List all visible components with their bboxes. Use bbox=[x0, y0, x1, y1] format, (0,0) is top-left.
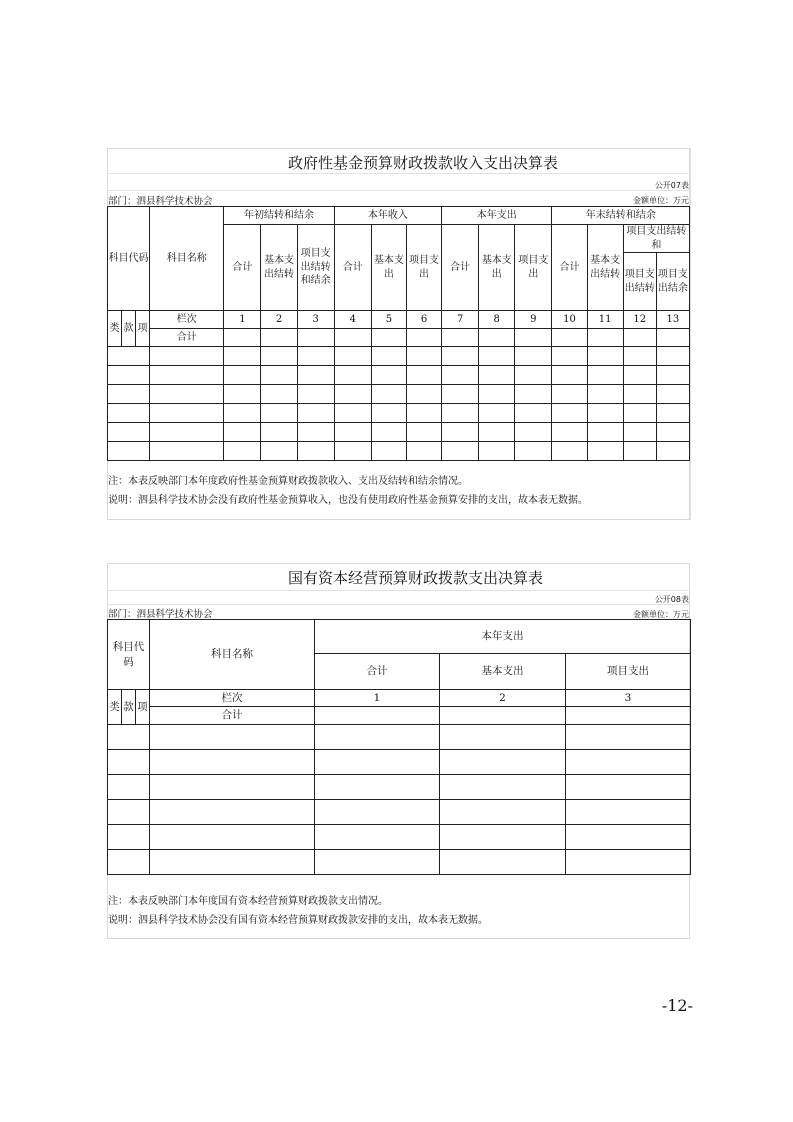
table2-description: 说明：泗县科学技术协会没有国有资本经营预算财政拨款安排的支出，故本表无数据。 bbox=[108, 915, 488, 926]
sheet-gridline bbox=[107, 190, 690, 191]
col-number: 13 bbox=[656, 311, 689, 329]
table1-unit: 金额单位：万元 bbox=[633, 196, 689, 205]
col-number: 11 bbox=[587, 311, 623, 329]
col-number: 1 bbox=[315, 690, 440, 707]
table2-grid bbox=[107, 619, 691, 875]
sheet-gridline bbox=[107, 604, 690, 605]
header-project-carry: 项目支出结转 bbox=[623, 253, 656, 311]
header-total: 合计 bbox=[334, 225, 371, 311]
row-label-total: 合计 bbox=[150, 329, 224, 347]
table1-form-number: 公开07表 bbox=[654, 181, 689, 190]
table-row bbox=[108, 423, 690, 442]
header-project-balance: 项目支出结余 bbox=[656, 253, 689, 311]
empty-cell bbox=[150, 347, 224, 366]
col-number: 1 bbox=[224, 311, 261, 329]
col-number: 9 bbox=[515, 311, 552, 329]
header-project-expenditure: 项目支出 bbox=[515, 225, 552, 311]
header-total: 合计 bbox=[224, 225, 261, 311]
sheet-gridline bbox=[690, 148, 691, 520]
header-project-expenditure: 项目支出 bbox=[566, 654, 691, 690]
header-year-expenditure: 本年支出 bbox=[315, 620, 691, 654]
page-number: -12- bbox=[661, 996, 693, 1015]
empty-cell bbox=[552, 329, 587, 347]
empty-cell bbox=[334, 329, 371, 347]
header-opening-balance: 年初结转和结余 bbox=[224, 207, 334, 225]
empty-cell bbox=[406, 329, 441, 347]
table-row bbox=[108, 385, 690, 404]
empty-cell bbox=[261, 329, 297, 347]
empty-cell bbox=[587, 329, 623, 347]
header-basic-carry: 基本支出结转 bbox=[587, 225, 623, 311]
row-label-lanci: 栏次 bbox=[150, 311, 224, 329]
header-code: 科目代码 bbox=[108, 620, 150, 690]
header-closing-balance: 年末结转和结余 bbox=[552, 207, 690, 225]
header-name: 科目名称 bbox=[150, 620, 315, 690]
header-project-expenditure: 项目支出 bbox=[406, 225, 441, 311]
empty-cell bbox=[656, 329, 689, 347]
header-kuan: 款 bbox=[122, 311, 136, 347]
empty-cell bbox=[371, 329, 406, 347]
table2-title: 国有资本经营预算财政拨款支出决算表 bbox=[288, 569, 544, 587]
col-number: 12 bbox=[623, 311, 656, 329]
header-project-carry-group: 项目支出结转和 bbox=[623, 225, 689, 253]
table1-department: 部门：泗县科学技术协会 bbox=[108, 196, 213, 207]
table2-department: 部门：泗县科学技术协会 bbox=[108, 609, 213, 620]
sheet-gridline bbox=[107, 173, 690, 174]
table-row bbox=[108, 725, 691, 750]
table-row bbox=[108, 775, 691, 800]
col-number: 3 bbox=[566, 690, 691, 707]
table2-note: 注：本表反映部门本年度国有资本经营预算财政拨款支出情况。 bbox=[108, 896, 388, 907]
col-number: 6 bbox=[406, 311, 441, 329]
header-lei: 类 bbox=[108, 690, 122, 725]
col-number: 2 bbox=[261, 311, 297, 329]
empty-cell bbox=[108, 347, 150, 366]
table2-form-number: 公开08表 bbox=[654, 595, 689, 604]
table-row bbox=[108, 825, 691, 850]
sheet-gridline bbox=[107, 590, 690, 591]
header-total: 合计 bbox=[552, 225, 587, 311]
empty-cell bbox=[479, 329, 515, 347]
table1-title: 政府性基金预算财政拨款收入支出决算表 bbox=[288, 154, 559, 172]
header-total: 合计 bbox=[442, 225, 479, 311]
empty-cell bbox=[623, 329, 656, 347]
table-row bbox=[108, 850, 691, 875]
empty-cell bbox=[315, 707, 440, 725]
header-basic-expenditure: 基本支出 bbox=[371, 225, 406, 311]
empty-cell bbox=[297, 329, 334, 347]
table-row bbox=[108, 750, 691, 775]
header-total: 合计 bbox=[315, 654, 440, 690]
col-number: 10 bbox=[552, 311, 587, 329]
header-code: 科目代码 bbox=[108, 207, 150, 311]
table1-grid bbox=[107, 206, 690, 461]
table-row bbox=[108, 404, 690, 423]
header-basic-expenditure: 基本支出 bbox=[479, 225, 515, 311]
table2-unit: 金额单位：万元 bbox=[633, 610, 689, 619]
empty-cell bbox=[566, 707, 691, 725]
col-number: 3 bbox=[297, 311, 334, 329]
table1-description: 说明：泗县科学技术协会没有政府性基金预算收入，也没有使用政府性基金预算安排的支出，故本表无数据。 bbox=[108, 495, 588, 506]
header-kuan: 款 bbox=[122, 690, 136, 725]
col-number: 8 bbox=[479, 311, 515, 329]
col-number: 7 bbox=[442, 311, 479, 329]
table-row bbox=[108, 800, 691, 825]
header-basic-expenditure: 基本支出 bbox=[440, 654, 566, 690]
header-basic-carry: 基本支出结转 bbox=[261, 225, 297, 311]
header-name: 科目名称 bbox=[150, 207, 224, 311]
col-number: 4 bbox=[334, 311, 371, 329]
header-year-expenditure: 本年支出 bbox=[442, 207, 552, 225]
row-label-lanci: 栏次 bbox=[150, 690, 315, 707]
header-lei: 类 bbox=[108, 311, 122, 347]
empty-cell bbox=[515, 329, 552, 347]
empty-cell bbox=[440, 707, 566, 725]
row-label-total: 合计 bbox=[150, 707, 315, 725]
table-row bbox=[108, 366, 690, 385]
header-year-income: 本年收入 bbox=[334, 207, 441, 225]
col-number: 5 bbox=[371, 311, 406, 329]
table1-note: 注：本表反映部门本年度政府性基金预算财政拨款收入、支出及结转和结余情况。 bbox=[108, 476, 468, 487]
empty-cell bbox=[224, 329, 261, 347]
col-number: 2 bbox=[440, 690, 566, 707]
empty-cell bbox=[442, 329, 479, 347]
header-xiang: 项 bbox=[136, 311, 150, 347]
table-row bbox=[108, 347, 690, 366]
header-xiang: 项 bbox=[136, 690, 150, 725]
table-row bbox=[108, 442, 690, 461]
header-project-carry-balance: 项目支出结转和结余 bbox=[297, 225, 334, 311]
